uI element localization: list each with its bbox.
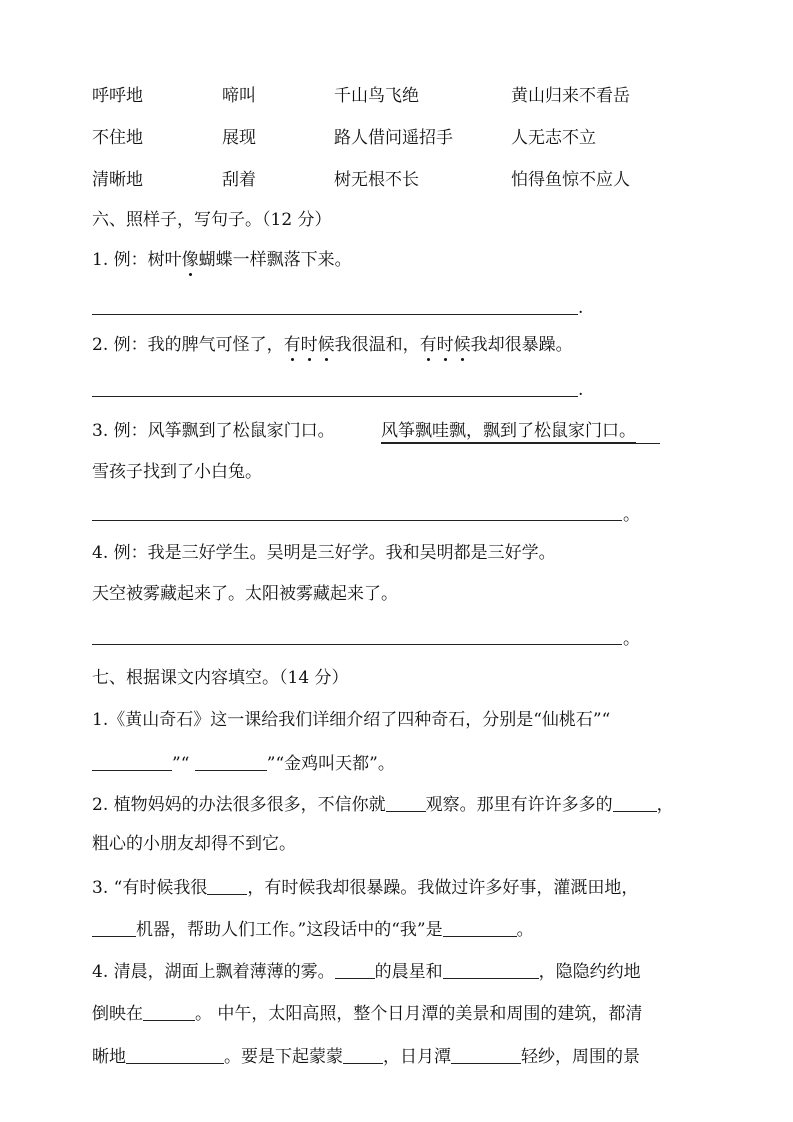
q7-4-line3 (92, 1047, 640, 1066)
q7-3-line2 (92, 920, 534, 939)
fill-blank[interactable] (613, 795, 657, 812)
end-mark: . (578, 380, 584, 400)
fill-blank[interactable] (92, 754, 172, 771)
fill-blank[interactable] (335, 962, 375, 979)
word-cell: 不住地 (92, 128, 143, 148)
fill-blank[interactable] (143, 1004, 195, 1021)
q7-1-sep: ”“ (172, 754, 190, 774)
emphasis-dot-char: 像 (181, 250, 199, 270)
q7-2-part-b: 观察。那里有许许多多的 (425, 795, 613, 815)
q6-2-part-b: 我很温和， (334, 335, 420, 355)
fill-blank[interactable] (195, 754, 267, 771)
fill-blank[interactable] (207, 878, 247, 895)
q7-2-line1 (92, 795, 674, 814)
word-cell: 清晰地 (92, 170, 143, 190)
word-cell: 展现 (222, 128, 256, 148)
section-6-heading: 六、照样子，写句子。（12 分） (92, 210, 332, 230)
q6-2-example (92, 337, 573, 354)
q7-4-line2 (92, 1004, 642, 1023)
emphasis-dot-char: 有 (283, 335, 301, 355)
q7-4-part-g: 。要是下起蒙蒙 (224, 1047, 343, 1067)
q7-2-part-a: 2. 植物妈妈的办法很多很多，不信你就 (92, 795, 386, 815)
answer-line[interactable] (92, 314, 578, 315)
q7-4-part-i: 轻纱，周围的景 (521, 1047, 640, 1067)
q7-4-part-e: 。 中午，太阳高照，整个日月潭的美景和周围的建筑，都清 (195, 1004, 643, 1024)
end-mark: 。 (623, 629, 640, 649)
q7-2-part-c: ， (656, 795, 674, 815)
word-cell: 人无志不立 (511, 128, 596, 148)
q7-4-part-h: ，日月潭 (383, 1047, 451, 1067)
fill-blank[interactable] (386, 795, 426, 812)
fill-blank[interactable] (451, 1047, 521, 1064)
q6-3-example-label: 3. 例：风筝飘到了松鼠家门口。 (92, 421, 335, 441)
q6-4-prompt: 天空被雾藏起来了。太阳被雾藏起来了。 (92, 584, 398, 604)
emphasis-dot-char: 候 (317, 335, 335, 355)
emphasis-dot-char: 时 (300, 335, 318, 355)
section-7-heading: 七、根据课文内容填空。（14 分） (92, 668, 349, 688)
fill-blank[interactable] (443, 962, 539, 979)
end-mark: . (578, 298, 584, 318)
emphasis-dot-char: 有 (419, 335, 437, 355)
q7-4-part-a: 4. 清晨，湖面上飘着薄薄的雾。 (92, 962, 335, 982)
fill-blank[interactable] (443, 920, 517, 937)
q6-3-prompt: 雪孩子找到了小白兔。 (92, 462, 262, 482)
q7-2-line2: 粗心的小朋友却得不到它。 (92, 834, 296, 854)
q7-3-part-a: 3. “有时候我很 (92, 878, 208, 898)
word-cell: 刮着 (222, 170, 256, 190)
q7-4-line1 (92, 962, 641, 981)
answer-line[interactable] (92, 520, 622, 521)
word-cell: 怕得鱼惊不应人 (511, 170, 630, 190)
word-cell: 黄山归来不看岳 (511, 86, 630, 106)
q7-4-part-d: 倒映在 (92, 1004, 143, 1024)
answer-line[interactable] (92, 396, 578, 397)
word-cell: 路人借问遥招手 (334, 128, 453, 148)
q7-4-part-b: 的晨星和 (374, 962, 443, 982)
answer-line[interactable] (92, 644, 622, 645)
q7-3-line1 (92, 878, 638, 897)
word-cell: 千山鸟飞绝 (334, 86, 419, 106)
end-mark: 。 (623, 505, 640, 525)
q7-4-part-f: 晰地 (92, 1047, 126, 1067)
example-underline (381, 443, 660, 444)
fill-blank[interactable] (343, 1047, 383, 1064)
fill-blank[interactable] (92, 920, 136, 937)
word-cell: 树无根不长 (334, 170, 419, 190)
q6-2-part-a: 2. 例：我的脾气可怪了， (92, 335, 284, 355)
q6-1-example (92, 252, 352, 269)
word-cell: 呼呼地 (92, 86, 143, 106)
q7-3-part-b: ，有时候我却很暴躁。我做过许多好事，灌溉田地， (247, 878, 639, 898)
q7-4-part-c: ，隐隐约约地 (538, 962, 641, 982)
emphasis-dot-char: 候 (453, 335, 471, 355)
q7-1-line1: 1.《黄山奇石》这一课给我们详细介绍了四种奇石，分别是“仙桃石”“ (92, 710, 611, 730)
q6-4-example: 4. 例：我是三好学生。吴明是三好学。我和吴明都是三好学。 (92, 543, 556, 563)
fill-blank[interactable] (126, 1047, 224, 1064)
q6-3-example-answer: 风筝飘哇飘，飘到了松鼠家门口。 (381, 421, 636, 441)
q7-3-part-c: 机器，帮助人们工作。”这段话中的“我”是 (136, 920, 443, 940)
q7-3-part-d: 。 (516, 920, 534, 940)
q7-1-tail: ”“金鸡叫天都”。 (266, 754, 395, 774)
q6-1-suffix: 蝴蝶一样飘落下来。 (198, 250, 352, 270)
q6-1-prefix: 1. 例：树叶 (92, 250, 182, 270)
emphasis-dot-char: 时 (436, 335, 454, 355)
q6-3-example (92, 423, 335, 440)
q7-1-line2 (92, 754, 395, 773)
word-cell: 啼叫 (222, 86, 256, 106)
q6-2-part-c: 我却很暴躁。 (470, 335, 573, 355)
